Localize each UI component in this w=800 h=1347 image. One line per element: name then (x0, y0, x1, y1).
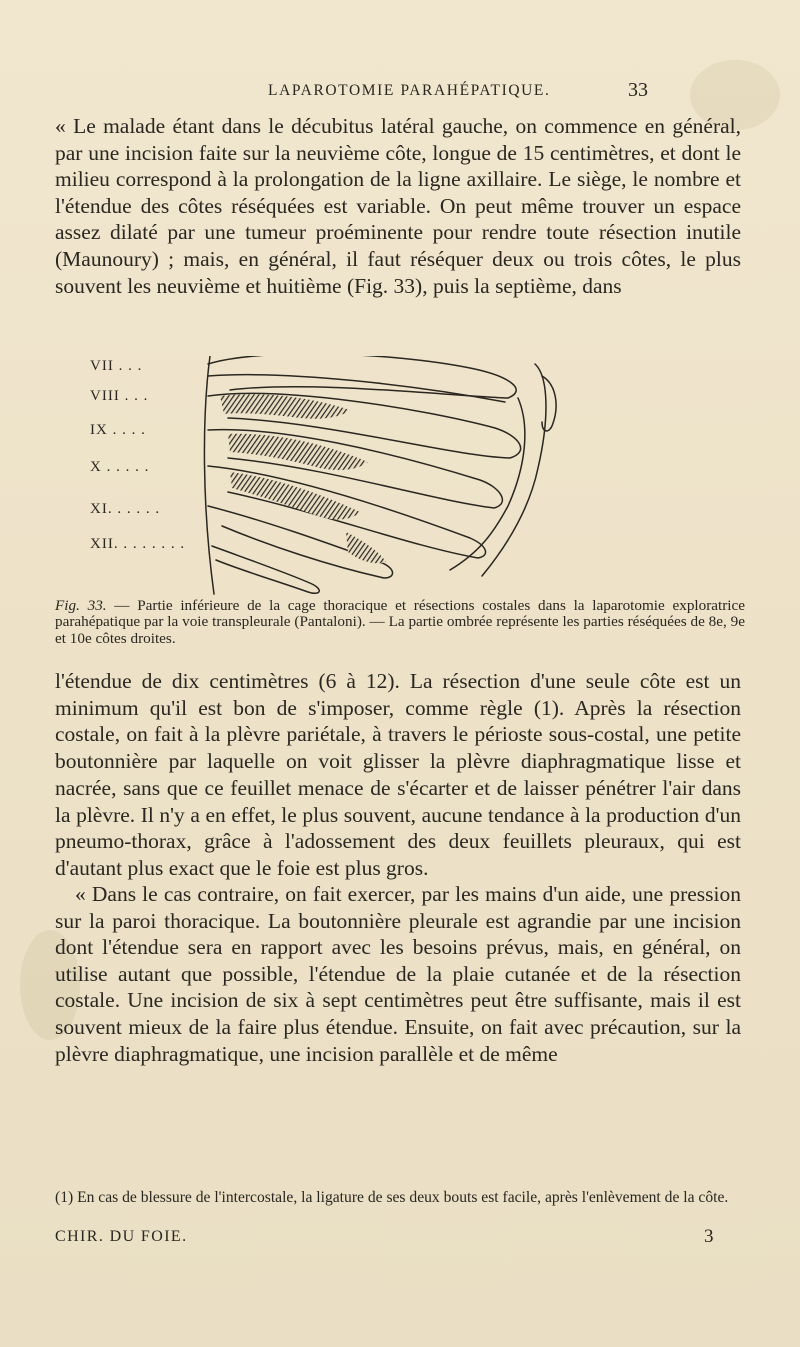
resected-rib-ix (228, 434, 368, 470)
sternum-edge (482, 364, 546, 576)
spine-edge (204, 356, 214, 594)
rib-cage-drawing (90, 356, 730, 596)
paragraph-3: « Dans le cas contraire, on fait exercer, par les mains d'un aide, une pression sur la paroi thoracique. La boutonnière pleurale est agrandie par une incision dont l'étendue sera en rapport avec les besoins prévus, mais, en général, on utilise autant que possible, l'étendue de la plaie cutanée et de la résection costale. Une incision de six à sept centimètres peut être suffisante, mais il est souvent mieux de la faire plus étendue. Ensuite, on fait avec précaution, sur la plèvre diaphragmatique, une incision parallèle et de même (55, 882, 741, 1066)
running-head-title: LAPAROTOMIE PARAHÉPATIQUE. (268, 82, 551, 99)
figure-caption-ref: Fig. 33. (55, 597, 107, 614)
rib-label-vii: VII . . . (90, 358, 143, 374)
rib-xii (212, 546, 319, 593)
figure-caption-text: — Partie inférieure de la cage thoracique et résections costales dans la laparotomie exploratrice parahépatique par la voie transpleurale (Pantaloni). — La partie ombrée représente les parties réséquées de 8e, 9e et 10e côtes droites. (55, 597, 745, 647)
paragraph-1: « Le malade étant dans le décubitus latéral gauche, on commence en général, par une incision faite sur la neuvième côte, longue de 15 centimètres, et dont le milieu correspond à la prolongation de la ligne axillaire. Le siège, le nombre et l'étendue des côtes réséquées est variable. On peut même trouver un espace assez dilaté par une tumeur proéminente pour rendre toute résection inutile (Maunoury) ; mais, en général, il faut réséquer deux ou trois côtes, le plus souvent les neuvième et huitième (Fig. 33), puis la septième, dans (55, 114, 741, 298)
rib-vii (208, 356, 516, 398)
footnote: (1) En cas de blessure de l'intercostale, la ligature de ses deux bouts est facile, après l'enlèvement de la côte. (55, 1189, 729, 1206)
resected-rib-x-end (346, 532, 386, 563)
rib-label-x: X . . . . . (90, 459, 150, 475)
signature-mark: CHIR. DU FOIE. (55, 1228, 188, 1245)
rib-label-xi: XI. . . . . . (90, 501, 161, 517)
rib-label-xii: XII. . . . . . . . (90, 536, 186, 552)
rib-label-viii: VIII . . . (90, 388, 149, 404)
rib-label-ix: IX . . . . (90, 422, 146, 438)
signature-number: 3 (704, 1226, 714, 1247)
resected-rib-x (230, 472, 360, 519)
figure-33 (90, 356, 730, 596)
figure-caption (55, 598, 745, 647)
paragraph-2: l'étendue de dix centimètres (6 à 12). La résection d'une seule côte est un minimum qu'il est bon de s'imposer, comme règle (1). Après la résection costale, on fait à la plèvre pariétale, à travers le périoste sous-costal, une petite boutonnière par laquelle on voit glisser la plèvre diaphragmatique lisse et nacrée, sans que ce feuillet menace de s'écarter et de laisser pénétrer l'air dans la plèvre. Il n'y a en effet, le plus souvent, aucune tendance à la production d'un pneumo-thorax, grâce à l'adossement des deux feuillets pleuraux, qui est d'autant plus exact que le foie est plus gros. (55, 669, 741, 880)
running-head (0, 79, 800, 104)
page-number: 33 (628, 79, 648, 101)
